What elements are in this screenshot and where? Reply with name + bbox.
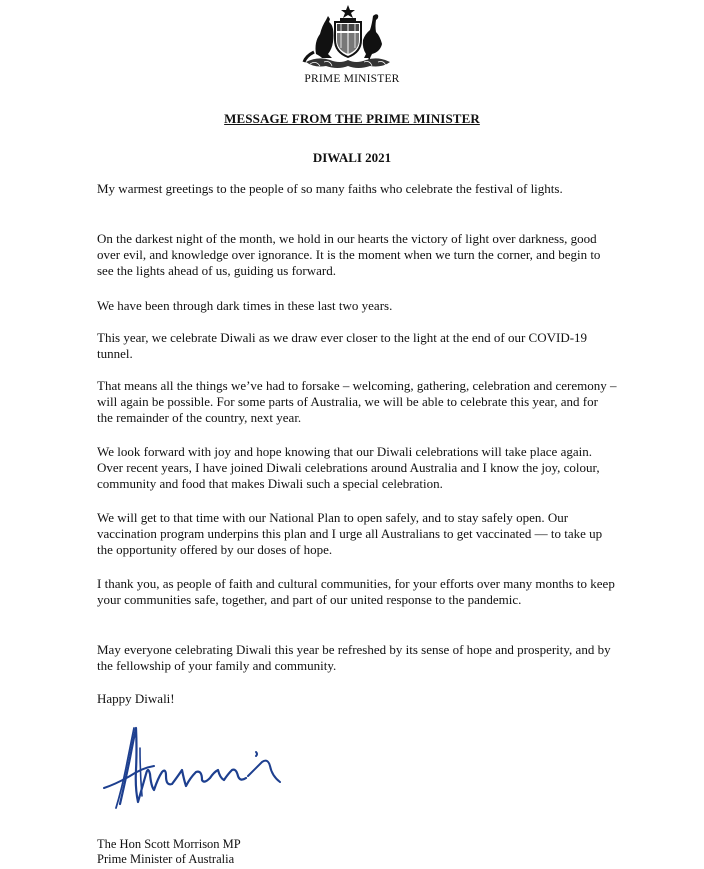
office-title: PRIME MINISTER (304, 73, 400, 85)
closing-greeting: Happy Diwali! (97, 691, 175, 706)
signatory-name: The Hon Scott Morrison MP (97, 837, 241, 851)
paragraph-blessing: May everyone celebrating Diwali this year be refreshed by its sense of hope and prosperity, and by the fellowship of your family and community. (97, 642, 611, 673)
paragraph-darkest-night: On the darkest night of the month, we hold in our hearts the victory of light over darkness, good over evil, and knowledge over ignorance. It is the moment when we turn the corner, and begin to see the lights ahead of us, guiding us forward. (97, 231, 601, 278)
page-title: MESSAGE FROM THE PRIME MINISTER (224, 111, 480, 126)
paragraph-forsake: That means all the things we’ve had to forsake – welcoming, gathering, celebration and ceremony – will again be possible. For some parts of Australia, we will be able to celebrate this year, and for the remainder of the country, next year. (97, 378, 617, 425)
handwritten-signature-icon (96, 718, 286, 818)
page-subtitle: DIWALI 2021 (312, 150, 392, 165)
signatory-position: Prime Minister of Australia (97, 852, 235, 866)
paragraph-national-plan: We will get to that time with our National Plan to open safely, and to stay safely open. Our vaccination program underpins this plan and I urge all Australians to get vaccinated — to take up the opportunity offered by our doses of hope. (97, 510, 603, 557)
paragraph-look-forward: We look forward with joy and hope knowing that our Diwali celebrations will take place again. Over recent years, I have joined Diwali celebrations around Australia and I know the joy, colour, community and food that makes Diwali such a special celebration. (97, 444, 600, 491)
paragraph-greeting: My warmest greetings to the people of so many faiths who celebrate the festival of lights. (97, 181, 563, 196)
paragraph-covid-tunnel: This year, we celebrate Diwali as we draw ever closer to the light at the end of our COVID-19 tunnel. (97, 330, 588, 361)
paragraph-dark-times: We have been through dark times in these last two years. (97, 298, 393, 313)
paragraph-thank-you: I thank you, as people of faith and cultural communities, for your efforts over many months to keep your communities safe, together, and part of our united response to the pandemic. (97, 576, 615, 607)
commonwealth-coat-of-arms-icon (300, 2, 396, 72)
